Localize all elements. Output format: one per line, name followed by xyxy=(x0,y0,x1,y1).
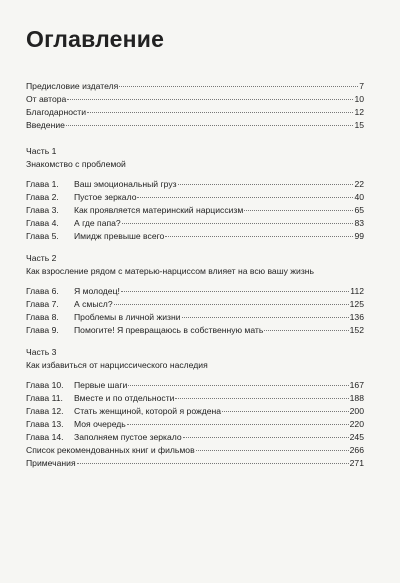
dot-leader xyxy=(244,209,353,211)
entry-label: А где папа? xyxy=(74,218,121,228)
dot-leader xyxy=(66,124,354,126)
toc-entry xyxy=(26,80,364,93)
dot-leader xyxy=(127,423,349,425)
toc-entry xyxy=(26,418,364,431)
toc-entry xyxy=(26,444,364,457)
chapter-number: Глава 7. xyxy=(26,299,59,309)
toc-entry xyxy=(26,392,364,405)
toc-entry xyxy=(26,204,364,217)
page-number: 65 xyxy=(354,205,364,215)
entry-label: Я молодец! xyxy=(74,286,120,296)
entry-label: Как проявляется материнский нарциссизм xyxy=(74,205,244,215)
toc-entry xyxy=(26,285,364,298)
chapter-number: Глава 1. xyxy=(26,179,59,189)
entry-label: Заполняем пустое зеркало xyxy=(74,432,182,442)
part-title: Как избавиться от нарциссического наследия xyxy=(26,360,208,370)
page-number: 15 xyxy=(354,120,364,130)
dot-leader xyxy=(165,235,353,237)
page-number: 167 xyxy=(349,380,364,390)
page-number: 266 xyxy=(349,445,364,455)
entry-label: Благодарности xyxy=(26,107,87,117)
toc-entry xyxy=(26,93,364,106)
dot-leader xyxy=(196,449,349,451)
dot-leader xyxy=(87,111,353,113)
chapter-number: Глава 14. xyxy=(26,432,64,442)
chapter-number: Глава 5. xyxy=(26,231,59,241)
toc-entry xyxy=(26,311,364,324)
toc-entry xyxy=(26,106,364,119)
entry-label: Ваш эмоциональный груз xyxy=(74,179,177,189)
toc-entry xyxy=(26,405,364,418)
entry-label: Пустое зеркало xyxy=(74,192,137,202)
chapter-number: Глава 13. xyxy=(26,419,64,429)
toc-entry xyxy=(26,230,364,243)
front-matter xyxy=(26,80,364,132)
chapter-number: Глава 8. xyxy=(26,312,59,322)
toc-entry xyxy=(26,119,364,132)
dot-leader xyxy=(77,462,349,464)
page-number: 125 xyxy=(349,299,364,309)
page-number: 188 xyxy=(349,393,364,403)
entry-label: А смысл? xyxy=(74,299,113,309)
part-section xyxy=(26,346,364,444)
page-number: 12 xyxy=(354,107,364,117)
chapter-number: Глава 3. xyxy=(26,205,59,215)
dot-leader xyxy=(222,410,349,412)
toc-entry xyxy=(26,431,364,444)
toc-entry xyxy=(26,324,364,337)
part-heading: Часть 3 xyxy=(26,347,57,357)
page-number: 7 xyxy=(359,81,364,91)
part-heading: Часть 2 xyxy=(26,253,57,263)
chapter-number: Глава 11. xyxy=(26,393,63,403)
part-title: Знакомство с проблемой xyxy=(26,159,126,169)
back-matter xyxy=(26,444,364,470)
chapter-number: Глава 2. xyxy=(26,192,59,202)
toc-entry xyxy=(26,457,364,470)
page-number: 136 xyxy=(349,312,364,322)
page-number: 99 xyxy=(354,231,364,241)
entry-label: Введение xyxy=(26,120,65,130)
dot-leader xyxy=(67,98,353,100)
entry-label: Стать женщиной, которой я рождена xyxy=(74,406,222,416)
page-number: 220 xyxy=(349,419,364,429)
entry-label: Первые шаги xyxy=(74,380,128,390)
chapter-number: Глава 6. xyxy=(26,286,59,296)
part-section xyxy=(26,252,364,337)
page-number: 22 xyxy=(354,179,364,189)
chapter-number: Глава 9. xyxy=(26,325,59,335)
part-title: Как взросление рядом с матерью-нарциссом влияет на всю вашу жизнь xyxy=(26,266,314,276)
entry-label: Моя очередь xyxy=(74,419,126,429)
toc-entry xyxy=(26,379,364,392)
page-number: 245 xyxy=(349,432,364,442)
part-heading: Часть 1 xyxy=(26,146,57,156)
chapter-number: Глава 10. xyxy=(26,380,64,390)
part-section xyxy=(26,145,364,243)
toc-entry xyxy=(26,178,364,191)
toc-entry xyxy=(26,298,364,311)
entry-label: Проблемы в личной жизни xyxy=(74,312,181,322)
toc-entry xyxy=(26,191,364,204)
dot-leader xyxy=(175,397,348,399)
dot-leader xyxy=(114,303,349,305)
dot-leader xyxy=(178,183,354,185)
entry-label: Имидж превыше всего xyxy=(74,231,165,241)
dot-leader xyxy=(119,85,358,87)
entry-label: Примечания xyxy=(26,458,76,468)
entry-label: От автора xyxy=(26,94,67,104)
page-number: 271 xyxy=(349,458,364,468)
page-number: 112 xyxy=(350,286,364,296)
dot-leader xyxy=(128,384,348,386)
page-number: 83 xyxy=(354,218,364,228)
table-of-contents xyxy=(26,80,364,470)
dot-leader xyxy=(264,329,348,331)
dot-leader xyxy=(182,316,349,318)
page-number: 40 xyxy=(354,192,364,202)
chapter-number: Глава 12. xyxy=(26,406,64,416)
entry-label: Вместе и по отдельности xyxy=(74,393,175,403)
page-number: 200 xyxy=(349,406,364,416)
page-number: 152 xyxy=(349,325,364,335)
dot-leader xyxy=(183,436,349,438)
page-title: Оглавление xyxy=(26,26,165,52)
dot-leader xyxy=(137,196,353,198)
dot-leader xyxy=(121,290,349,292)
page-number: 10 xyxy=(354,94,364,104)
entry-label: Список рекомендованных книг и фильмов xyxy=(26,445,195,455)
toc-entry xyxy=(26,217,364,230)
entry-label: Предисловие издателя xyxy=(26,81,119,91)
dot-leader xyxy=(122,222,354,224)
entry-label: Помогите! Я превращаюсь в собственную мать xyxy=(74,325,264,335)
chapter-number: Глава 4. xyxy=(26,218,59,228)
